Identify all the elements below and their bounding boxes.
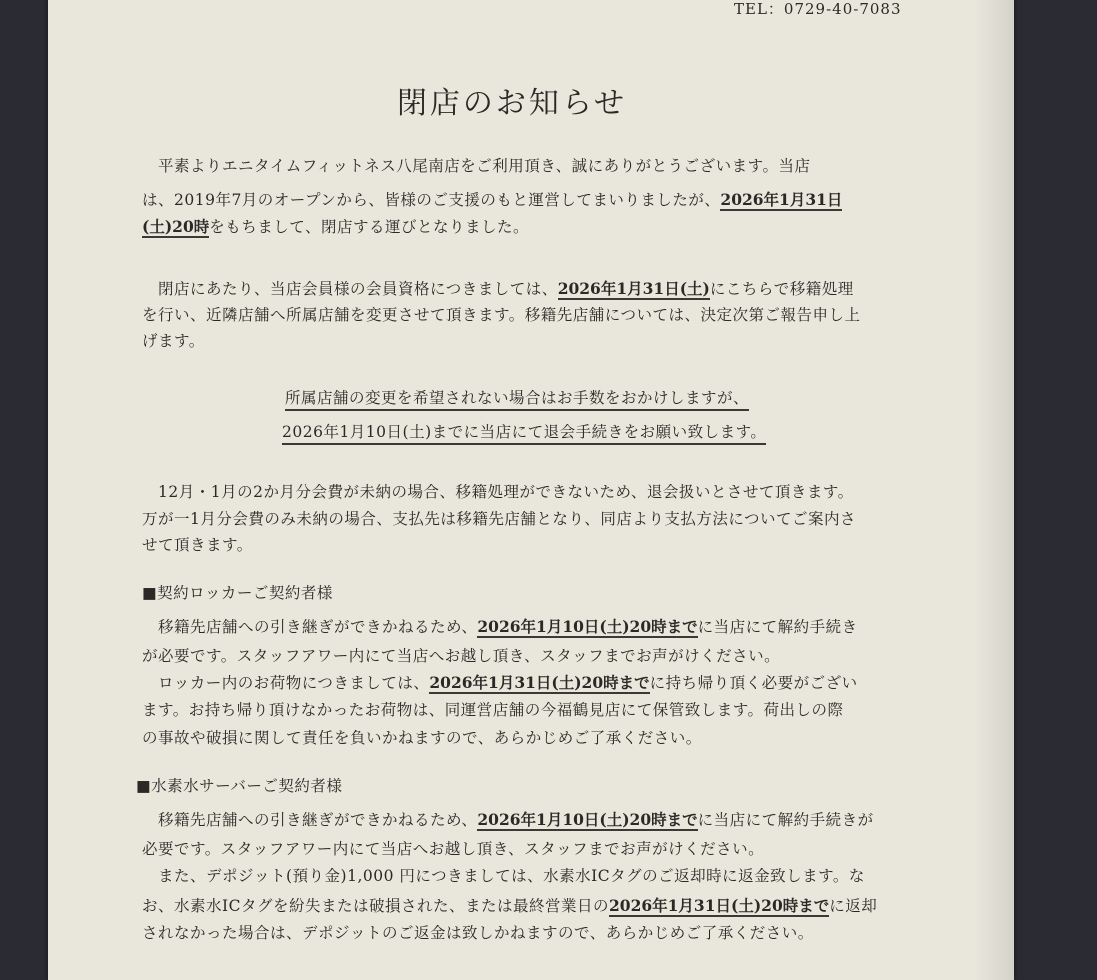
text-segment: 移籍先店舗への引き継ぎができかねるため、 [142,811,478,829]
unpaid-fees-line [142,507,856,531]
withdrawal-notice-line [282,420,766,444]
hydrogen-heading-line [136,774,342,798]
hydrogen-line [142,921,814,945]
page-title: 閉店のお知らせ [396,86,628,121]
intro-line [142,215,529,239]
text-segment: また、デポジット(預り金)1,000 円につきましては、水素水ICタグのご返却時に返金致します。な [142,867,865,885]
text-segment: お、水素水ICタグを紛失または破損された、または最終営業日の [142,897,609,915]
unpaid-fees-line [142,480,854,504]
date-highlight: 2026年1月31日(土)20時まで [429,673,650,692]
text-segment: が必要です。スタッフアワー内にて当店へお越し頂き、スタッフまでお声がけください。 [142,647,781,665]
text-segment: を行い、近隣店舗へ所属店舗を変更させて頂きます。移籍先店舗については、決定次第ご報告申し上 [142,306,861,324]
text-segment: されなかった場合は、デポジットのご返金は致しかねますので、あらかじめご了承ください。 [142,924,814,942]
locker-line [142,671,858,695]
unpaid-fees-line [142,533,253,557]
text-segment: をもちまして、閉店する運びとなりました。 [209,218,529,236]
text-segment: せて頂きます。 [142,536,253,554]
date-highlight: (土)20時 [142,217,210,236]
intro-line [142,154,810,178]
text-segment: に当店にて解約手続き [697,618,858,636]
text-segment: 必要です。スタッフアワー内にて当店へお越し頂き、スタッフまでお声がけください。 [142,840,765,858]
membership-line [142,329,205,353]
hydrogen-line [142,837,764,861]
text-segment: 閉店にあたり、当店会員様の会員資格につきましては、 [142,280,558,298]
text-segment: 12月・1月の2か月分会費が未納の場合、移籍処理ができないため、退会扱いとさせて頂きます。 [142,483,854,501]
text-segment: 2026年1月10日(土)までに当店にて退会手続きをお願い致します。 [282,423,766,445]
locker-line [142,644,780,668]
tel-number: TEL：0729-40-7083 [734,0,902,18]
text-segment: にこちらで移籍処理 [709,280,854,298]
hydrogen-line [142,864,865,888]
text-segment: 移籍先店舗への引き継ぎができかねるため、 [142,618,478,636]
membership-line [142,303,860,327]
date-highlight: 2026年1月10日(土)20時まで [477,810,698,829]
text-segment: ロッカー内のお荷物につきましては、 [142,674,430,692]
withdrawal-notice-line [285,386,749,410]
text-segment: に持ち帰り頂く必要がござい [649,674,858,692]
date-highlight: 2026年1月31日(土)20時まで [609,896,830,915]
text-segment: 所属店舗の変更を希望されない場合はお手数をおかけしますが、 [285,389,749,411]
text-segment: に当店にて解約手続きが [697,811,874,829]
text-segment: は、2019年7月のオープンから、皆様のご支援のもと運営してまいりましたが、 [142,191,721,209]
text-segment: 万が一1月分会費のみ未納の場合、支払先は移籍先店舗となり、同店より支払方法についてご案内さ [142,510,857,528]
locker-heading-line [142,581,333,605]
text-segment: の事故や破損に関して責任を負いかねますので、あらかじめご了承ください。 [142,729,702,747]
text-segment: げます。 [142,332,205,350]
text-segment: 平素よりエニタイムフィットネス八尾南店をご利用頂き、誠にありがとうございます。当店 [142,157,811,175]
locker-line [142,726,702,750]
text-segment: ■水素水サーバーご契約者様 [136,777,343,795]
hydrogen-line [142,808,874,832]
text-segment: ■契約ロッカーご契約者様 [142,584,333,602]
date-highlight: 2026年1月31日 [720,190,843,209]
text-segment: に返却 [829,897,878,915]
locker-line [142,615,858,639]
date-highlight: 2026年1月10日(土)20時まで [477,617,698,636]
date-highlight: 2026年1月31日(土) [557,279,710,298]
locker-line [142,698,844,722]
hydrogen-line [142,894,877,918]
intro-line [142,188,842,212]
text-segment: ます。お持ち帰り頂けなかったお荷物は、同運営店舗の今福鶴見店にて保管致します。荷出しの際 [142,701,844,719]
membership-line [142,277,854,301]
